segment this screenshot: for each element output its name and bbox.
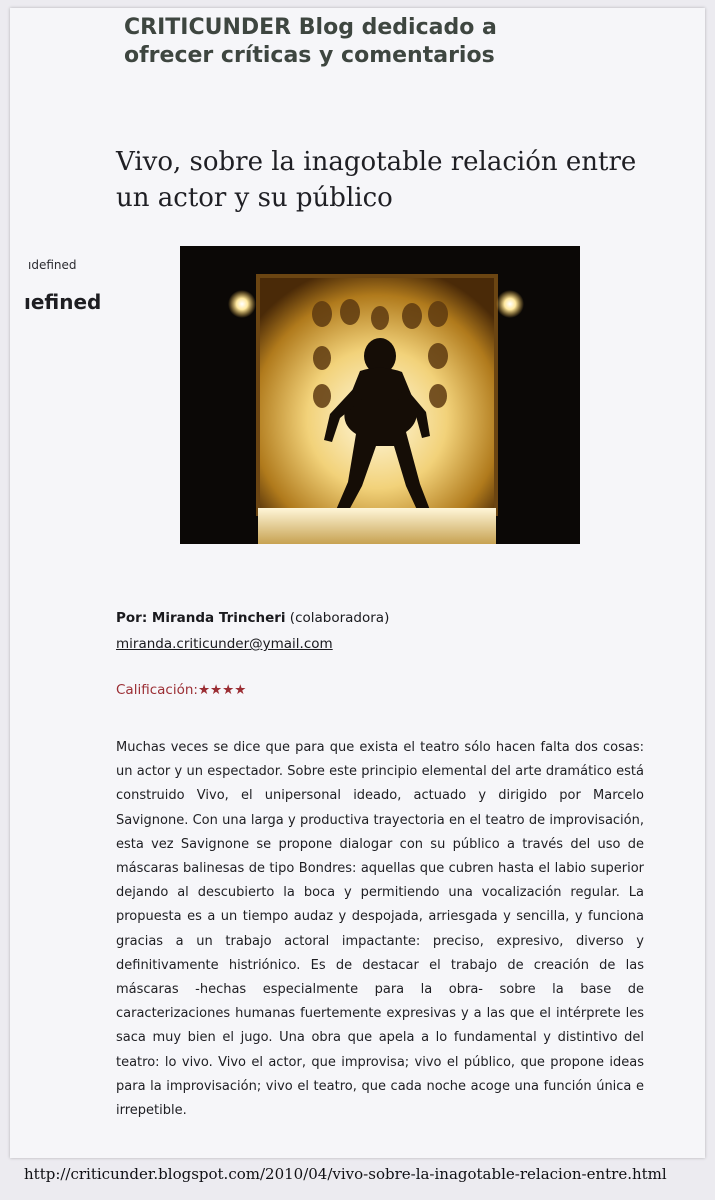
post-title[interactable]: Vivo, sobre la inagotable relación entre un actor y su público <box>116 147 637 213</box>
rating-label: Calificación: <box>116 682 198 698</box>
rating-stars-icon: ★★★★ <box>197 682 247 698</box>
author-email-link[interactable]: miranda.criticunder@ymail.com <box>116 636 333 652</box>
blog-header[interactable] <box>124 14 564 70</box>
sidebar-label-large: ıefined <box>24 290 102 314</box>
blog-header-line-1: CRITICUNDER Blog dedicado a <box>124 15 497 40</box>
stage-photo-graphic <box>180 246 580 544</box>
performance-photo <box>180 246 580 544</box>
article-body: Muchas veces se dice que para que exista el teatro sólo hacen falta dos cosas: un actor y un espectador. Sobre este principio elemental del arte dramático está construido Vivo, el unipersonal ideado, actuado y dirigido por Marcelo Savignone. Con una larga y productiva trayectoria en el teatro de improvisación, esta vez Savignone se propone dialogar con su público a través del uso de máscaras balinesas de tipo Bondres: aquellas que cubren hasta el labio superior dejando al descubierto la boca y permitiendo una vocalización regular. La propuesta es a un tiempo audaz y despojada, arriesgada y sencilla, y funciona gracias a un trabajo actoral impactante: preciso, expresivo, diverso y definitivamente histriónico. Es de destacar el trabajo de creación de las máscaras -hechas especialmente para la obra- sobre la base de caracterizaciones humanas fuertemente expresivas y a las que el intérprete les saca muy bien el jugo. Una obra que apela a lo fundamental y distintivo del teatro: lo vivo. Vivo el actor, que improvisa; vivo el público, que propone ideas para la improvisación; vivo el teatro, que cada noche acoge una función única e irrepetible. <box>116 740 644 1119</box>
author-name: Por: Miranda Trincheri <box>116 610 286 626</box>
page-url-footer: http://criticunder.blogspot.com/2010/04/vivo-sobre-la-inagotable-relacion-entre.html <box>24 1165 667 1183</box>
blog-header-line-2: ofrecer críticas y comentarios <box>124 43 495 68</box>
rating <box>116 682 246 698</box>
author-byline <box>116 610 389 626</box>
author-role: (colaboradora) <box>285 610 390 626</box>
sidebar-label-small: ıdefined <box>28 258 77 272</box>
